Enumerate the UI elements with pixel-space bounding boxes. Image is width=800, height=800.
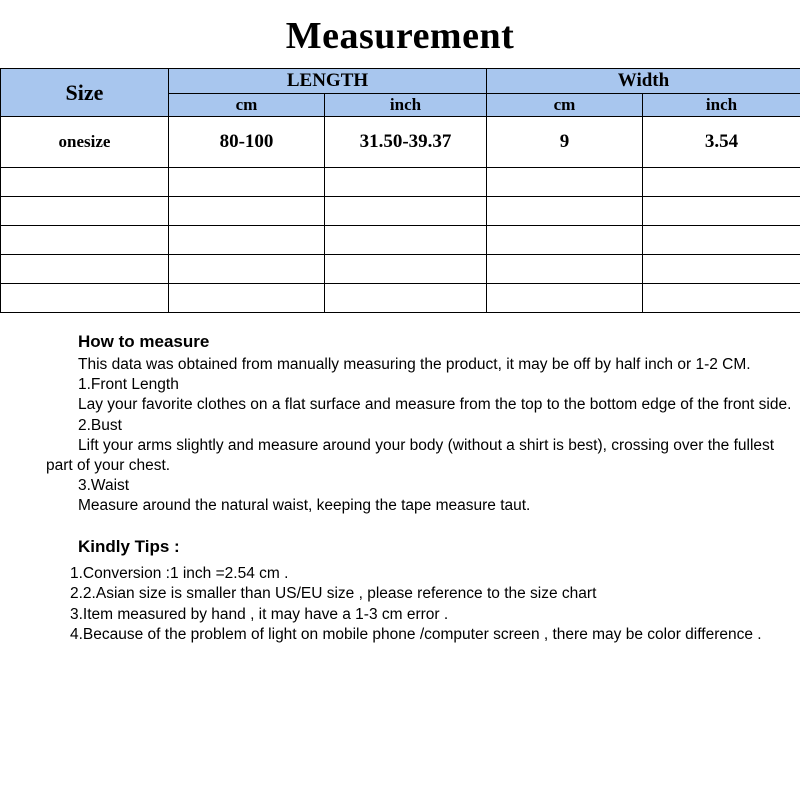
table-header [1,69,800,117]
how-to-measure-heading: How to measure [78,332,210,351]
cell-empty [169,226,325,255]
table-row [1,117,800,168]
cell-empty [487,255,643,284]
table-row-empty [1,226,800,255]
cell-empty [1,284,169,313]
table-header-row-groups [1,69,800,94]
kindly-tips-item-3: 3.Item measured by hand , it may have a 1-3 cm error . [70,605,449,623]
kindly-tips-item-1: 1.Conversion :1 inch =2.54 cm . [70,565,289,583]
page-title: Measurement [285,15,515,57]
kindly-tips-heading: Kindly Tips : [78,537,180,557]
cell-empty [325,197,487,226]
how-to-measure-item-1-text: Lay your favorite clothes on a flat surface and measure from the top to the bottom edge of the front side. [78,396,792,414]
cell-empty [1,255,169,284]
how-to-measure-section [0,313,800,516]
cell-empty [487,284,643,313]
cell-empty [643,284,800,313]
table-row-empty [1,168,800,197]
header-width-inch: inch [643,94,800,117]
table-body [1,117,800,313]
cell-empty [487,168,643,197]
cell-length-inch: 31.50-39.37 [325,117,487,168]
how-to-measure-item-3-label: 3.Waist [78,476,130,494]
how-to-measure-item-2-text: Lift your arms slightly and measure around your body (without a shirt is best), crossing over the fullest part of your chest. [46,436,775,474]
header-length: LENGTH [169,69,487,94]
header-width: Width [487,69,800,94]
measurement-table [0,68,800,313]
header-width-cm: cm [487,94,643,117]
cell-size: onesize [1,117,169,168]
cell-width-cm: 9 [487,117,643,168]
table-row-empty [1,284,800,313]
how-to-measure-item-3-text: Measure around the natural waist, keeping the tape measure taut. [78,497,531,515]
cell-empty [169,197,325,226]
cell-empty [169,168,325,197]
cell-empty [169,255,325,284]
kindly-tips-item-2: 2.2.Asian size is smaller than US/EU size , please reference to the size chart [70,585,597,603]
cell-empty [1,168,169,197]
how-to-measure-item-1-label: 1.Front Length [78,376,179,394]
cell-empty [487,226,643,255]
kindly-tips-section [0,516,800,645]
header-length-cm: cm [169,94,325,117]
cell-empty [643,226,800,255]
cell-empty [643,255,800,284]
cell-length-cm: 80-100 [169,117,325,168]
cell-empty [487,197,643,226]
header-length-inch: inch [325,94,487,117]
cell-width-inch: 3.54 [643,117,800,168]
cell-empty [643,197,800,226]
cell-empty [643,168,800,197]
how-to-measure-item-2-label: 2.Bust [78,416,122,434]
cell-empty [325,168,487,197]
cell-empty [325,226,487,255]
cell-empty [169,284,325,313]
table-row-empty [1,197,800,226]
cell-empty [325,255,487,284]
cell-empty [325,284,487,313]
cell-empty [1,197,169,226]
header-size: Size [1,69,169,117]
table-row-empty [1,255,800,284]
kindly-tips-item-4: 4.Because of the problem of light on mobile phone /computer screen , there may be color difference . [70,625,762,643]
how-to-measure-intro: This data was obtained from manually measuring the product, it may be off by half inch or 1-2 CM. [78,356,751,374]
cell-empty [1,226,169,255]
